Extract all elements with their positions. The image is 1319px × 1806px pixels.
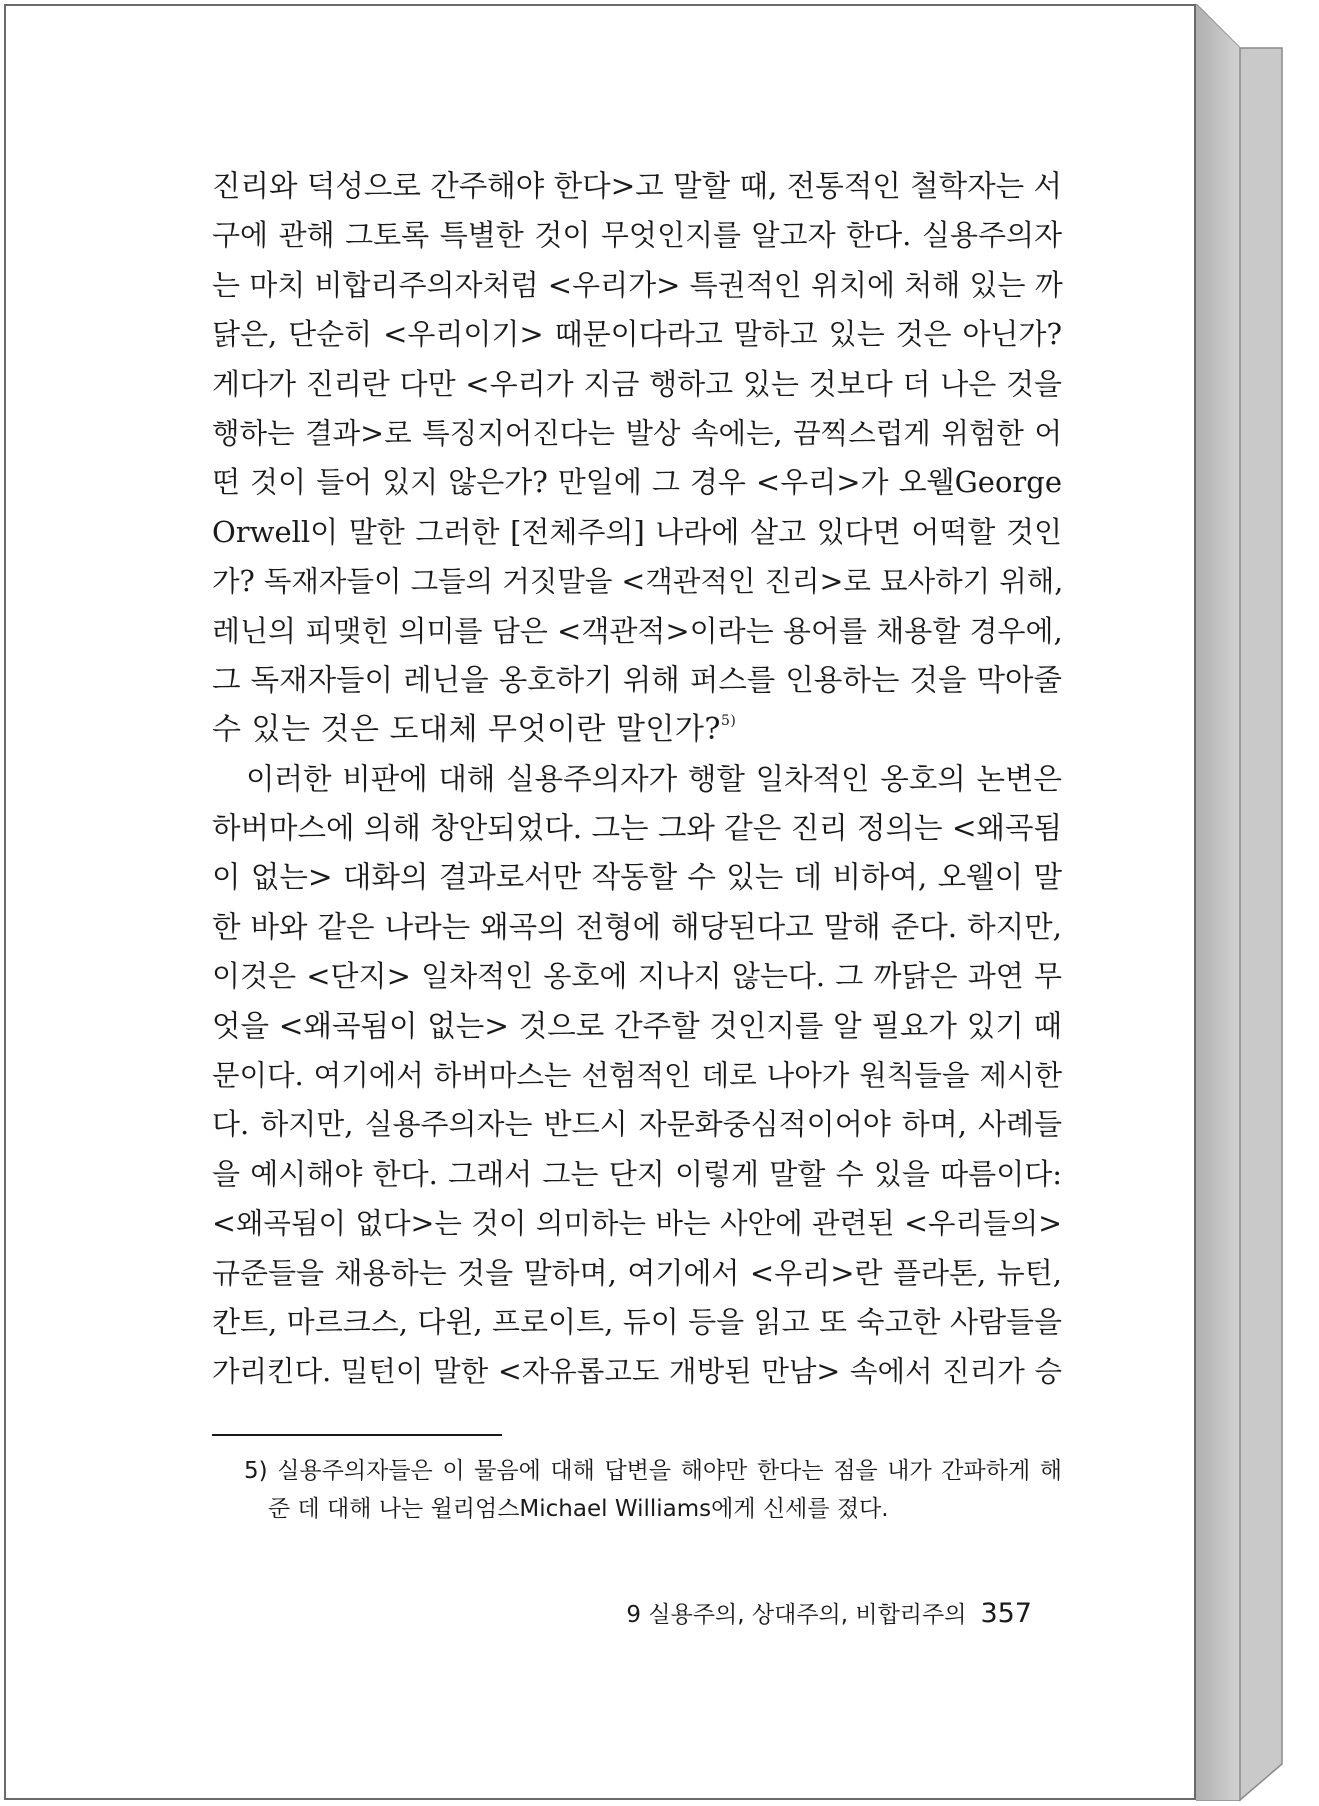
- body-line-with-footnote-ref: [212, 705, 1062, 754]
- body-line: 규준들을 채용하는 것을 말하며, 여기에서 <우리>란 플라톤, 뉴턴,: [212, 1255, 1062, 1290]
- body-line: 다. 하지만, 실용주의자는 반드시 자문화중심적이어야 하며, 사례들: [212, 1107, 1062, 1142]
- paragraph-start-line: 이러한 비판에 대해 실용주의자가 행할 일차적인 옹호의 논변은: [246, 761, 1062, 796]
- body-line: 레닌의 피맺힌 의미를 담은 <객관적>이라는 용어를 채용할 경우에,: [212, 613, 1063, 648]
- body-line: 닭은, 단순히 <우리이기> 때문이다라고 말하고 있는 것은 아닌가?: [212, 317, 1062, 352]
- body-line: Orwell이 말한 그러한 [전체주의] 나라에 살고 있다면 어떡할 것인: [212, 514, 1062, 549]
- body-line-text: 수 있는 것은 도대체 무엇이란 말인가?: [212, 712, 721, 748]
- body-line: 진리와 덕성으로 간주해야 한다>고 말할 때, 전통적인 철학자는 서: [212, 169, 1063, 203]
- footnote-reference: 5): [720, 713, 737, 730]
- footnote-divider: [212, 1434, 502, 1436]
- body-line: 을 예시해야 한다. 그래서 그는 단지 이렇게 말할 수 있을 따름이다:: [212, 1156, 1062, 1191]
- body-line: 엇을 <왜곡됨이 없는> 것으로 간주할 것인지를 알 필요가 있기 때: [212, 1008, 1062, 1043]
- page-number: 357: [980, 1598, 1032, 1629]
- footnote-line: 5) 실용주의자들은 이 물음에 대해 답변을 해야만 한다는 점을 내가 간파하게 해: [244, 1458, 1062, 1484]
- body-line: 가리킨다. 밀턴이 말한 <자유롭고도 개방된 만남> 속에서 진리가 승: [212, 1355, 1062, 1389]
- body-line: 그 독재자들이 레닌을 옹호하기 위해 퍼스를 인용하는 것을 막아줄: [212, 662, 1062, 697]
- body-line: 한 바와 같은 나라는 왜곡의 전형에 해당된다고 말해 준다. 하지만,: [212, 909, 1062, 944]
- body-line: 문이다. 여기에서 하버마스는 선험적인 데로 나아가 원칙들을 제시한: [212, 1059, 1062, 1093]
- body-line: 행하는 결과>로 특징지어진다는 발상 속에는, 끔찍스럽게 위험한 어: [212, 416, 1062, 450]
- body-line: 하버마스에 의해 창안되었다. 그는 그와 같은 진리 정의는 <왜곡됨: [212, 811, 1063, 846]
- running-footer: [612, 1594, 1032, 1634]
- body-line: 게다가 진리란 다만 <우리가 지금 행하고 있는 것보다 더 나은 것을: [212, 366, 1062, 401]
- body-line: 이것은 <단지> 일차적인 옹호에 지나지 않는다. 그 까닭은 과연 무: [212, 959, 1062, 994]
- body-line: 이 없는> 대화의 결과로서만 작동할 수 있는 데 비하여, 오웰이 말: [212, 860, 1062, 895]
- body-line: 가? 독재자들이 그들의 거짓말을 <객관적인 진리>로 묘사하기 위해,: [212, 565, 1064, 599]
- body-line: 구에 관해 그토록 특별한 것이 무엇인지를 알고자 한다. 실용주의자: [212, 218, 1062, 253]
- body-text: [212, 162, 1062, 1397]
- footnote-line: 준 데 대해 나는 윌리엄스Michael Williams에게 신세를 졌다.: [268, 1496, 889, 1522]
- body-line: 떤 것이 들어 있지 않은가? 만일에 그 경우 <우리>가 오웰George: [212, 465, 1062, 500]
- chapter-title: 9 실용주의, 상대주의, 비합리주의: [626, 1602, 967, 1628]
- body-line: 는 마치 비합리주의자처럼 <우리가> 특권적인 위치에 처해 있는 까: [212, 267, 1063, 302]
- body-line: 칸트, 마르크스, 다윈, 프로이트, 듀이 등을 읽고 또 숙고한 사람들을: [212, 1304, 1062, 1339]
- footnote: [244, 1452, 1062, 1528]
- body-line: <왜곡됨이 없다>는 것이 의미하는 바는 사안에 관련된 <우리들의>: [212, 1207, 1062, 1241]
